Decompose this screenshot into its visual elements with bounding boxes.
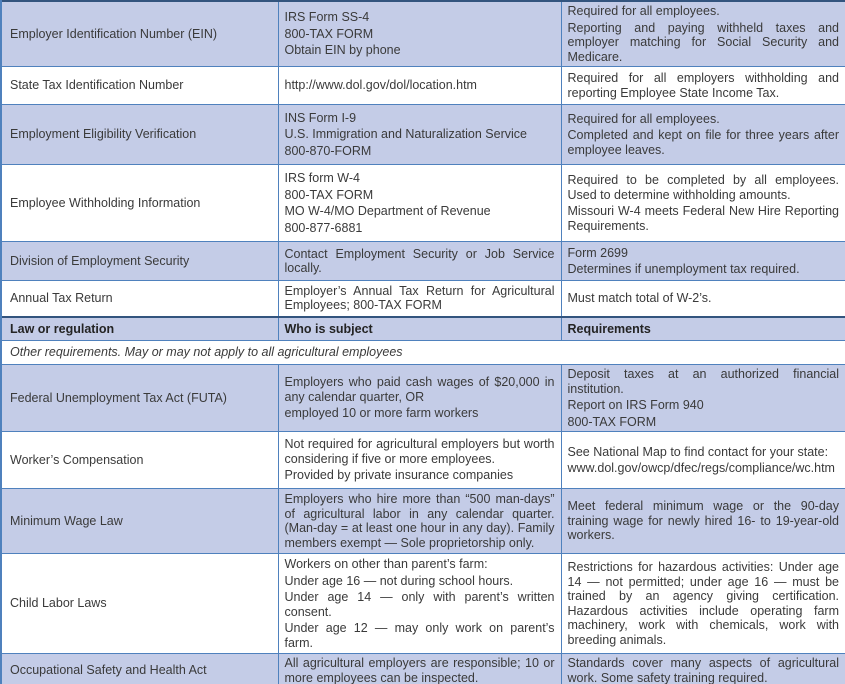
row-label: Employment Eligibility Verification — [1, 105, 278, 165]
requirements-cell: Must match total of W-2’s. — [561, 281, 845, 317]
row-label: Annual Tax Return — [1, 281, 278, 317]
who-cell: Not required for agricultural employers but worth considering if five or more employees. Provided by private insurance companies — [278, 432, 561, 489]
who-cell: http://www.dol.gov/dol/location.htm — [278, 67, 561, 105]
table-row — [1, 242, 845, 281]
requirements-cell: Deposit taxes at an authorized financial institution. Report on IRS Form 940 800-TAX FORM — [561, 365, 845, 432]
who-cell: IRS form W-4 800-TAX FORM MO W-4/MO Department of Revenue 800-877-6881 — [278, 165, 561, 242]
table-row — [1, 1, 845, 67]
table-row — [1, 554, 845, 654]
row-label: Child Labor Laws — [1, 554, 278, 654]
table-row — [1, 67, 845, 105]
table-row — [1, 281, 845, 317]
requirements-cell: Form 2699 Determines if unemployment tax required. — [561, 242, 845, 281]
section-note: Other requirements. May or may not apply to all agricultural employees — [1, 341, 845, 365]
who-cell: Workers on other than parent’s farm: Under age 16 — not during school hours. Under age 14 — only with parent’s written consent. Under age 12 — may only work on parent’s farm. — [278, 554, 561, 654]
section-note-row — [1, 341, 845, 365]
table-row — [1, 654, 845, 684]
requirements-cell: Required for all employees. Completed and kept on file for three years after employee leaves. — [561, 105, 845, 165]
requirements-cell: Required for all employers withholding and reporting Employee State Income Tax. — [561, 67, 845, 105]
requirements-cell: Meet federal minimum wage or the 90-day training wage for newly hired 16- to 19-year-old workers. — [561, 489, 845, 554]
who-cell: IRS Form SS-4 800-TAX FORM Obtain EIN by phone — [278, 1, 561, 67]
row-label: Division of Employment Security — [1, 242, 278, 281]
row-label: Worker’s Compensation — [1, 432, 278, 489]
who-cell: All agricultural employers are responsible; 10 or more employees can be inspected. — [278, 654, 561, 684]
who-cell: Employer’s Annual Tax Return for Agricultural Employees; 800-TAX FORM — [278, 281, 561, 317]
requirements-cell: Restrictions for hazardous activities: Under age 14 — not permitted; under age 16 — must be trained by an agency giving certification. Hazardous activities include operating farm machinery, work with chemicals, work with breeding animals. — [561, 554, 845, 654]
requirements-cell: Required for all employees. Reporting and paying withheld taxes and employer matching for Social Security and Medicare. — [561, 1, 845, 67]
table-row — [1, 105, 845, 165]
requirements-cell: Standards cover many aspects of agricultural work. Some safety training required. — [561, 654, 845, 684]
requirements-cell: See National Map to find contact for your state: www.dol.gov/owcp/dfec/regs/compliance/wc.htm — [561, 432, 845, 489]
who-cell: Employers who paid cash wages of $20,000 in any calendar quarter, OR employed 10 or more farm workers — [278, 365, 561, 432]
row-label: Minimum Wage Law — [1, 489, 278, 554]
column-header-who: Who is subject — [278, 317, 561, 341]
row-label: Occupational Safety and Health Act — [1, 654, 278, 684]
table-row — [1, 432, 845, 489]
row-label: Employer Identification Number (EIN) — [1, 1, 278, 67]
requirements-cell: Required to be completed by all employees. Used to determine withholding amounts. Missouri W-4 meets Federal New Hire Reporting Requirements. — [561, 165, 845, 242]
row-label: State Tax Identification Number — [1, 67, 278, 105]
table-header-row — [1, 317, 845, 341]
who-cell: Employers who hire more than “500 man-days” of agricultural labor in any calendar quarter. (Man-day = at least one hour in any day). Family members exempt — Sole proprietorship only. — [278, 489, 561, 554]
table-row — [1, 365, 845, 432]
column-header-requirements: Requirements — [561, 317, 845, 341]
who-cell: Contact Employment Security or Job Service locally. — [278, 242, 561, 281]
who-cell: INS Form I-9 U.S. Immigration and Naturalization Service 800-870-FORM — [278, 105, 561, 165]
row-label: Employee Withholding Information — [1, 165, 278, 242]
row-label: Federal Unemployment Tax Act (FUTA) — [1, 365, 278, 432]
table-row — [1, 489, 845, 554]
table-row — [1, 165, 845, 242]
column-header-law: Law or regulation — [1, 317, 278, 341]
